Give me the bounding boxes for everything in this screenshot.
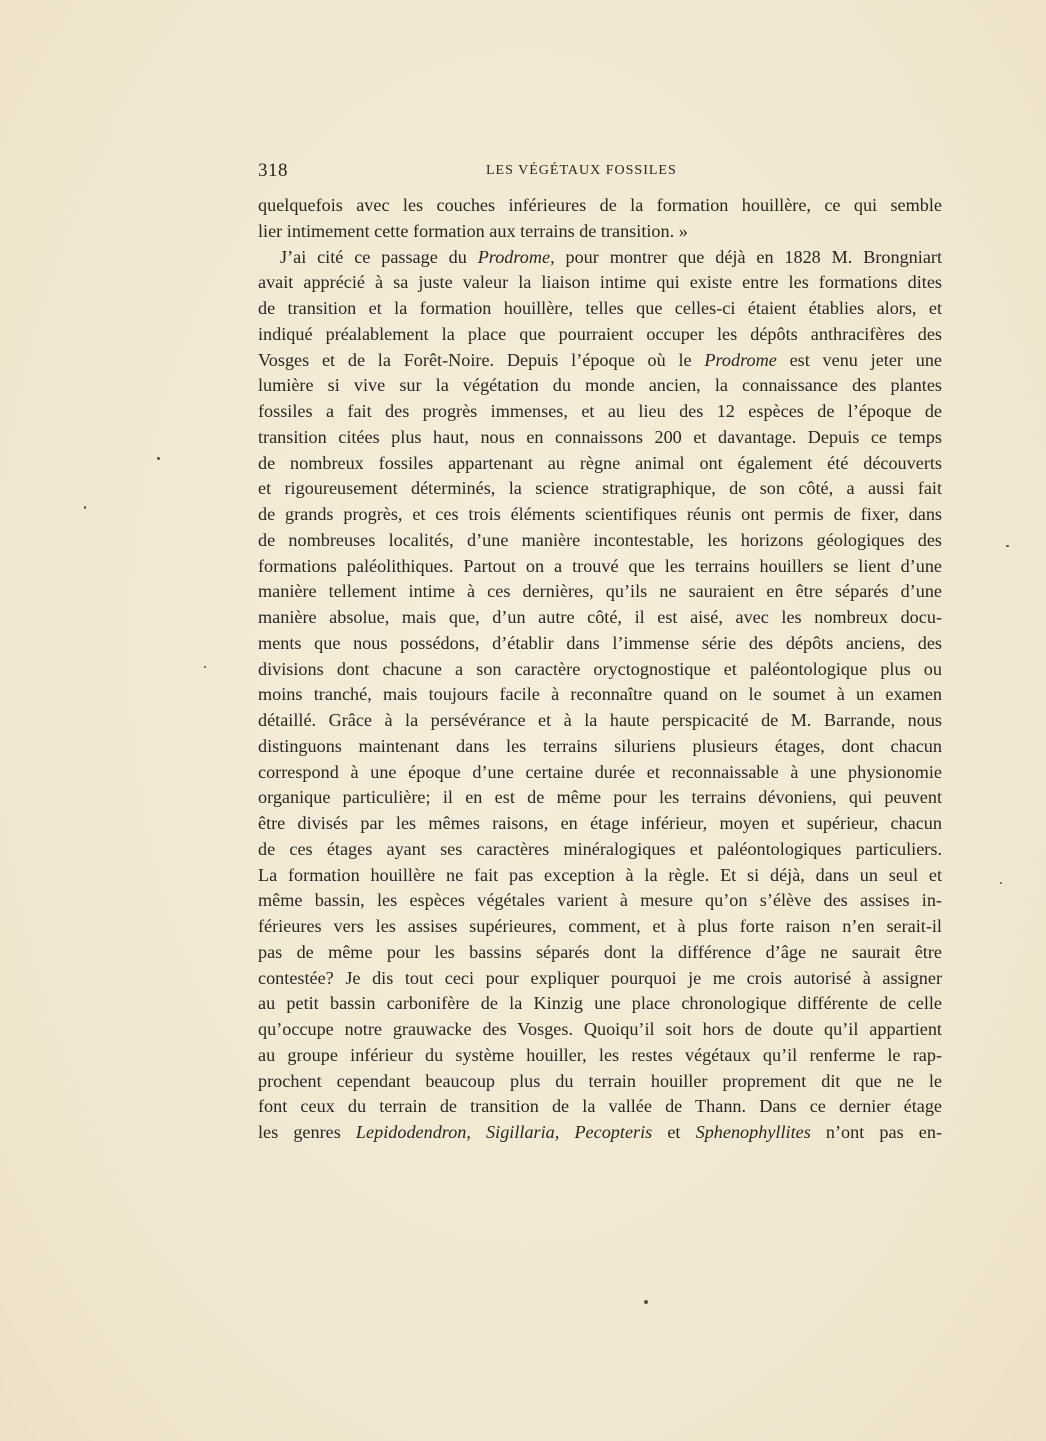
text-line (258, 914, 942, 940)
text-line (258, 811, 942, 837)
text-segment: n’ont pas en- (810, 1122, 942, 1142)
text-segment: lumière si vive sur la végétation du monde ancien, la connaissance des plantes (258, 375, 942, 396)
italic-text: Lepidodendron, Sigillaria, Pecopteris (355, 1122, 653, 1142)
text-segment: de grands progrès, et ces trois éléments scientifiques réunis ont permis de fixer, dans (258, 504, 942, 524)
text-segment: et (652, 1122, 696, 1142)
text-segment: avait apprécié à sa juste valeur la liaison intime qui existe entre les formations dites (258, 272, 942, 293)
text-segment: fossiles a fait des progrès immenses, et au lieu des 12 espèces de l’époque de (258, 401, 942, 421)
text-line (258, 966, 942, 992)
italic-text: Sphenophyllites (695, 1122, 811, 1142)
text-segment: La formation houillère ne fait pas exception à la règle. Et si déjà, dans un seul et (258, 864, 942, 885)
text-segment: Vosges et de la Forêt-Noire. Depuis l’époque où le (258, 349, 705, 370)
text-segment: correspond à une époque d’une certaine durée et reconnaissable à une physionomie (258, 761, 942, 782)
text-line (258, 682, 942, 708)
text-segment: au groupe inférieur du système houiller, les restes végétaux qu’il renferme le rap- (258, 1044, 942, 1065)
text-line (258, 270, 942, 296)
text-segment: pas de même pour les bassins séparés dont la différence d’âge ne saurait être (258, 941, 942, 962)
text-segment: indiqué préalablement la place que pourraient occuper les dépôts anthracifères des (258, 323, 942, 344)
text-line (258, 785, 942, 811)
text-segment: et rigoureusement déterminés, la science stratigraphique, de son côté, a aussi fait (258, 478, 942, 499)
paper-speck (204, 666, 206, 668)
text-segment: moins tranché, mais toujours facile à reconnaître quand on le soumet à un examen (258, 684, 942, 705)
text-segment: distinguons maintenant dans les terrains siluriens plusieurs étages, dont chacun (258, 735, 942, 756)
text-segment: organique particulière; il en est de même pour les terrains dévoniens, qui peuvent (258, 787, 942, 808)
text-line (258, 837, 942, 863)
text-line (258, 631, 942, 657)
text-segment: les genres (258, 1122, 356, 1142)
text-segment: divisions dont chacune a son caractère oryctognostique et paléontologique plus ou (258, 658, 942, 679)
text-line (258, 322, 942, 348)
text-line (258, 760, 942, 786)
text-line (258, 940, 942, 966)
text-line (258, 451, 942, 477)
text-segment: font ceux du terrain de transition de la vallée de Thann. Dans ce dernier étage (258, 1096, 942, 1117)
text-line (258, 502, 942, 528)
text-segment: formations paléolithiques. Partout on a trouvé que les terrains houillers se lient d’une (258, 555, 942, 576)
text-segment: détaillé. Grâce à la persévérance et à la haute perspicacité de M. Barrande, nous (258, 710, 942, 730)
text-line (258, 528, 942, 554)
text-segment: de ces étages ayant ses caractères minéralogiques et paléontologiques particuliers. (258, 838, 942, 859)
text-line (258, 863, 942, 889)
text-segment: lier intimement cette formation aux terrains de transition. » (258, 220, 688, 241)
text-line (258, 579, 942, 605)
text-segment: transition citées plus haut, nous en connaissons 200 et davantage. Depuis ce temps (258, 426, 942, 447)
text-line (258, 1094, 942, 1120)
text-line (258, 296, 942, 322)
text-line (258, 554, 942, 580)
paper-speck (644, 1300, 648, 1304)
text-segment: ments que nous possédons, d’établir dans l’immense série des dépôts anciens, des (258, 632, 942, 653)
text-segment: au petit bassin carbonifère de la Kinzig une place chronologique différente de celle (258, 993, 942, 1014)
text-segment: férieures vers les assises supérieures, comment, et à plus forte raison n’en serait-il (258, 916, 942, 936)
text-segment: de nombreuses localités, d’une manière incontestable, les horizons géologiques des (258, 529, 942, 550)
text-segment: quelquefois avec les couches inférieures de la formation houillère, ce qui semble (258, 195, 942, 215)
text-line (258, 1069, 942, 1095)
text-line (258, 734, 942, 760)
text-segment: manière tellement intime à ces dernières, qu’ils ne sauraient en être séparés d’une (258, 581, 942, 602)
text-segment: même bassin, les espèces végétales varient à mesure qu’on s’élève des assises in- (258, 890, 942, 911)
text-line (258, 399, 942, 425)
paper-speck (84, 506, 86, 509)
text-line (258, 888, 942, 914)
text-line (258, 605, 942, 631)
italic-text: Prodrome, (477, 246, 555, 267)
page-number: 318 (258, 160, 288, 181)
paper-speck (1000, 882, 1002, 884)
italic-text: Prodrome (704, 349, 777, 370)
text-segment: manière absolue, mais que, d’un autre côté, il est aisé, avec les nombreux docu- (258, 607, 942, 627)
text-segment: être divisés par les mêmes raisons, en étage inférieur, moyen et supérieur, chacun (258, 813, 942, 833)
text-line (258, 1120, 942, 1146)
body-text (258, 193, 942, 1146)
text-segment: prochent cependant beaucoup plus du terrain houiller proprement dit que ne le (258, 1070, 942, 1091)
text-line (258, 991, 942, 1017)
text-line (258, 425, 942, 451)
text-segment: est venu jeter une (776, 349, 942, 370)
running-title: LES VÉGÉTAUX FOSSILES (486, 163, 677, 178)
paper-speck (157, 457, 160, 460)
text-segment: qu’occupe notre grauwacke des Vosges. Quoiqu’il soit hors de doute qu’il appartient (258, 1019, 942, 1039)
text-segment: de nombreux fossiles appartenant au règne animal ont également été découverts (258, 452, 942, 473)
page-header (258, 160, 942, 184)
text-line (258, 1043, 942, 1069)
text-line (258, 219, 942, 245)
text-line (258, 373, 942, 399)
paper-speck (1006, 545, 1009, 547)
text-segment: de transition et la formation houillère, telles que celles-ci étaient établies alors, et (258, 298, 942, 318)
text-line (258, 476, 942, 502)
text-line (258, 1017, 942, 1043)
text-segment: contestée? Je dis tout ceci pour expliquer pourquoi je me crois autorisé à assigner (258, 967, 942, 988)
text-segment: pour montrer que déjà en 1828 M. Brongniart (554, 246, 942, 267)
text-segment: J’ai cité ce passage du (280, 246, 478, 267)
text-line (258, 708, 942, 734)
text-line (258, 193, 942, 219)
text-line (258, 245, 942, 271)
text-line (258, 657, 942, 683)
text-line (258, 348, 942, 374)
